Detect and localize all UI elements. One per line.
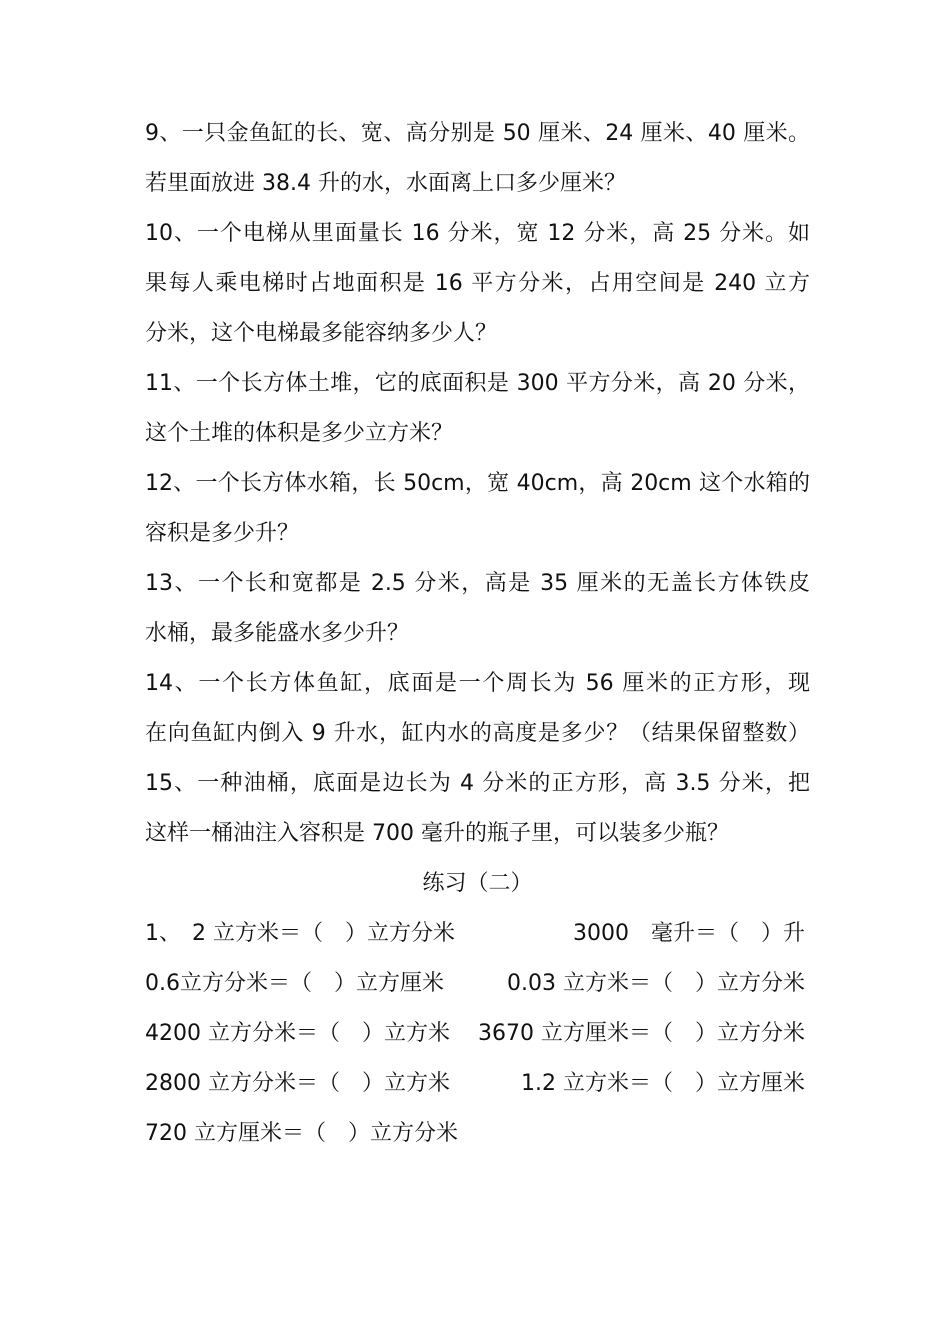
problem-14-line-2: 在向鱼缸内倒入 9 升水，缸内水的高度是多少？（结果保留整数） [145,721,810,746]
problem-10-line-2: 果每人乘电梯时占地面积是 16 平方分米，占用空间是 240 立方 [145,271,810,296]
problem-9-line-2: 若里面放进 38.4 升的水，水面离上口多少厘米？ [145,171,626,196]
problem-14-line-1: 14、一个长方体鱼缸，底面是一个周长为 56 厘米的正方形，现 [145,671,810,696]
problem-12-line-2: 容积是多少升？ [145,521,300,546]
conversion-left-1: 1、 2 立方米＝（ ）立方分米 [145,921,455,946]
problem-15-line-1: 15、一种油桶，底面是边长为 4 分米的正方形，高 3.5 分米，把 [145,771,810,796]
problem-13-line-2: 水桶，最多能盛水多少升？ [145,621,410,646]
problem-13-line-1: 13、一个长和宽都是 2.5 分米，高是 35 厘米的无盖长方体铁皮 [145,571,810,596]
problem-11-line-1: 11、一个长方体土堆，它的底面积是 300 平方分米，高 20 分米， [145,371,810,396]
problem-12-line-1: 12、一个长方体水箱，长 50cm，宽 40cm，高 20cm 这个水箱的 [145,471,810,496]
conversion-left-4: 2800 立方分米＝（ ）立方米 [145,1071,450,1096]
problem-10-line-1: 10、一个电梯从里面量长 16 分米，宽 12 分米，高 25 分米。如 [145,221,810,246]
conversion-right-1: 3000 毫升＝（ ）升 [573,921,805,946]
section-title: 练习（二） [422,871,533,896]
problem-10-line-3: 分米，这个电梯最多能容纳多少人？ [145,321,498,346]
problem-9-line-1: 9、一只金鱼缸的长、宽、高分别是 50 厘米、24 厘米、40 厘米。 [145,121,810,146]
conversion-right-2: 0.03 立方米＝（ ）立方分米 [507,971,805,996]
problem-11-line-2: 这个土堆的体积是多少立方米？ [145,421,454,446]
conversion-right-3: 3670 立方厘米＝（ ）立方分米 [478,1021,805,1046]
conversion-left-3: 4200 立方分米＝（ ）立方米 [145,1021,450,1046]
conversion-left-2: 0.6立方分米＝（ ）立方厘米 [145,971,444,996]
conversion-right-4: 1.2 立方米＝（ ）立方厘米 [521,1071,805,1096]
problem-15-line-2: 这样一桶油注入容积是 700 毫升的瓶子里，可以装多少瓶？ [145,821,729,846]
conversion-left-5: 720 立方厘米＝（ ）立方分米 [145,1121,458,1146]
